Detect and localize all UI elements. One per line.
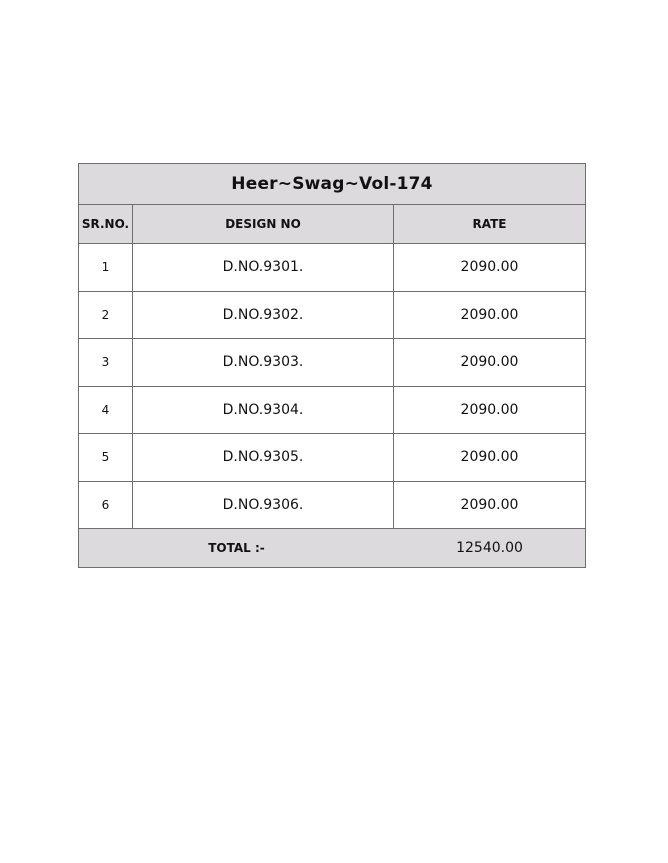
design-no-cell: D.NO.9304.	[133, 387, 394, 434]
design-no-cell: D.NO.9302.	[133, 292, 394, 339]
rate-cell: 2090.00	[460, 401, 519, 418]
design-no-cell: D.NO.9306.	[133, 482, 394, 529]
table-row	[79, 387, 585, 435]
total-label: TOTAL :-	[208, 541, 265, 555]
table-row	[79, 244, 585, 292]
header-rate: RATE	[472, 217, 507, 231]
rate-cell: 2090.00	[460, 496, 519, 513]
rate-cell: 2090.00	[460, 354, 519, 371]
total-row	[79, 529, 585, 567]
sr-no-cell: 5	[79, 434, 133, 481]
rate-cell: 2090.00	[460, 306, 519, 323]
table-title: Heer~Swag~Vol-174	[79, 164, 585, 205]
header-sr-no: SR.NO.	[79, 205, 133, 243]
table-row	[79, 482, 585, 530]
table-row	[79, 339, 585, 387]
table-row	[79, 434, 585, 482]
sr-no-cell: 2	[79, 292, 133, 339]
rate-cell: 2090.00	[460, 259, 519, 276]
design-no-cell: D.NO.9301.	[133, 244, 394, 291]
design-no-cell: D.NO.9305.	[133, 434, 394, 481]
table-row	[79, 292, 585, 340]
rate-cell: 2090.00	[460, 449, 519, 466]
total-value: 12540.00	[456, 540, 523, 556]
sr-no-cell: 3	[79, 339, 133, 386]
design-no-cell: D.NO.9303.	[133, 339, 394, 386]
header-row	[79, 205, 585, 244]
sr-no-cell: 4	[79, 387, 133, 434]
header-design-no: DESIGN NO	[133, 205, 394, 243]
rate-table	[78, 163, 586, 568]
sr-no-cell: 1	[79, 244, 133, 291]
sr-no-cell: 6	[79, 482, 133, 529]
